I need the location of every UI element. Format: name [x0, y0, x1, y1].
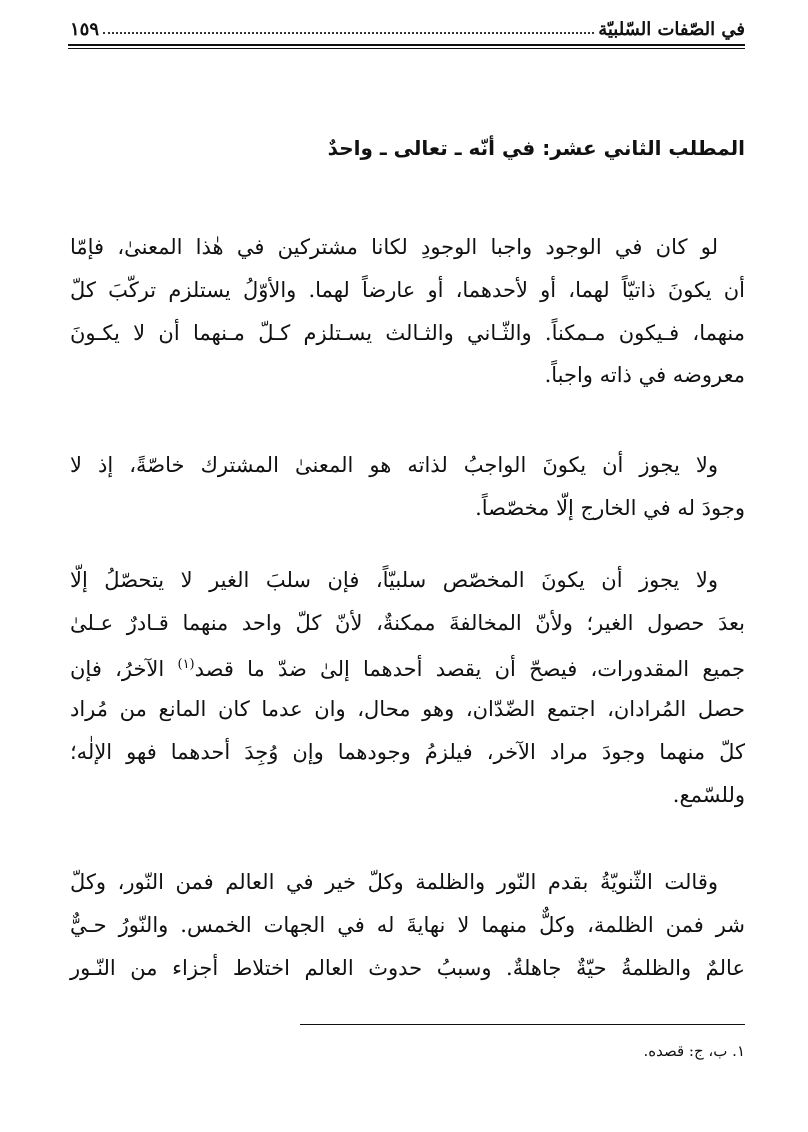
text-line: وللسّمع. — [672, 783, 745, 807]
text-line: عالمٌ والظلمةُ حيّةٌ جاهلةٌ. وسببُ حدوث العالم اختلاط أجزاء من النّـور — [70, 956, 745, 980]
text-segment: الآخرُ، فإن — [70, 657, 165, 681]
header-rule-thin — [68, 48, 745, 49]
text-line — [70, 650, 745, 684]
text-line: شر فمن الظلمة، وكلٌّ منهما لا نهايةَ له في الجهات الخمس. والنّورُ حـيٌّ — [70, 913, 745, 937]
dotted-leader — [103, 32, 594, 34]
text-line: كلّ منهما وجودَ مراد الآخر، فيلزمُ وجودهما وإن وُجِدَ أحدهما فهو الإلٰه؛ — [70, 740, 745, 764]
running-title: في الصّفات السّلبيّة — [598, 19, 745, 40]
text-line: لو كان في الوجود واجبا الوجودِ لكانا مشتركين في هٰذا المعنىٰ، فإمّا — [70, 235, 718, 259]
footnote-ref[interactable]: (١) — [177, 657, 195, 672]
text-line: وقالت الثّنويّةُ بقدم النّور والظلمة وكلّ خير في العالم فمن النّور، وكلّ — [70, 870, 718, 894]
text-line: أن يكونَ ذاتيّاً لهما، أو لأحدهما، أو عارضاً لهما. والأوّلُ يستلزم تركّبَ كلّ — [70, 278, 745, 302]
text-line: حصل المُرادان، اجتمع الضّدّان، وهو محال، وان عدما كان المانع من مُراد — [70, 697, 745, 721]
footnote: ١. ب، ج: قصده. — [643, 1042, 745, 1060]
running-header — [70, 14, 745, 40]
footnote-rule — [300, 1024, 745, 1025]
header-rule — [68, 44, 745, 46]
text-line: معروضه في ذاته واجباً. — [544, 363, 745, 387]
text-segment: جميع المقدورات، فيصحّ أن يقصد أحدهما إلىٰ ضدّ ما قصد — [194, 657, 745, 681]
text-line: وجودَ له في الخارج إلّا مخصّصاً. — [475, 496, 745, 520]
section-heading: المطلب الثاني عشر: في أنّه ـ تعالى ـ واحدٌ — [327, 136, 745, 160]
page-number: ١٥٩ — [70, 19, 100, 40]
text-line: منهما، فـيكون مـمكناً. والثّـاني والثـالث يسـتلزم كـلّ مـنهما أن لا يكـونَ — [70, 321, 745, 345]
text-line: ولا يجوز أن يكونَ المخصّص سلبيّاً، فإن سلبَ الغير لا يتحصّلُ إلّا — [70, 568, 718, 592]
text-line: بعدَ حصول الغير؛ ولأنّ المخالفةَ ممكنةٌ، لأنّ كلّ واحد منهما قـادرٌ عـلىٰ — [70, 611, 745, 635]
text-line: ولا يجوز أن يكونَ الواجبُ لذاته هو المعنىٰ المشترك خاصّةً، إذ لا — [70, 453, 718, 477]
